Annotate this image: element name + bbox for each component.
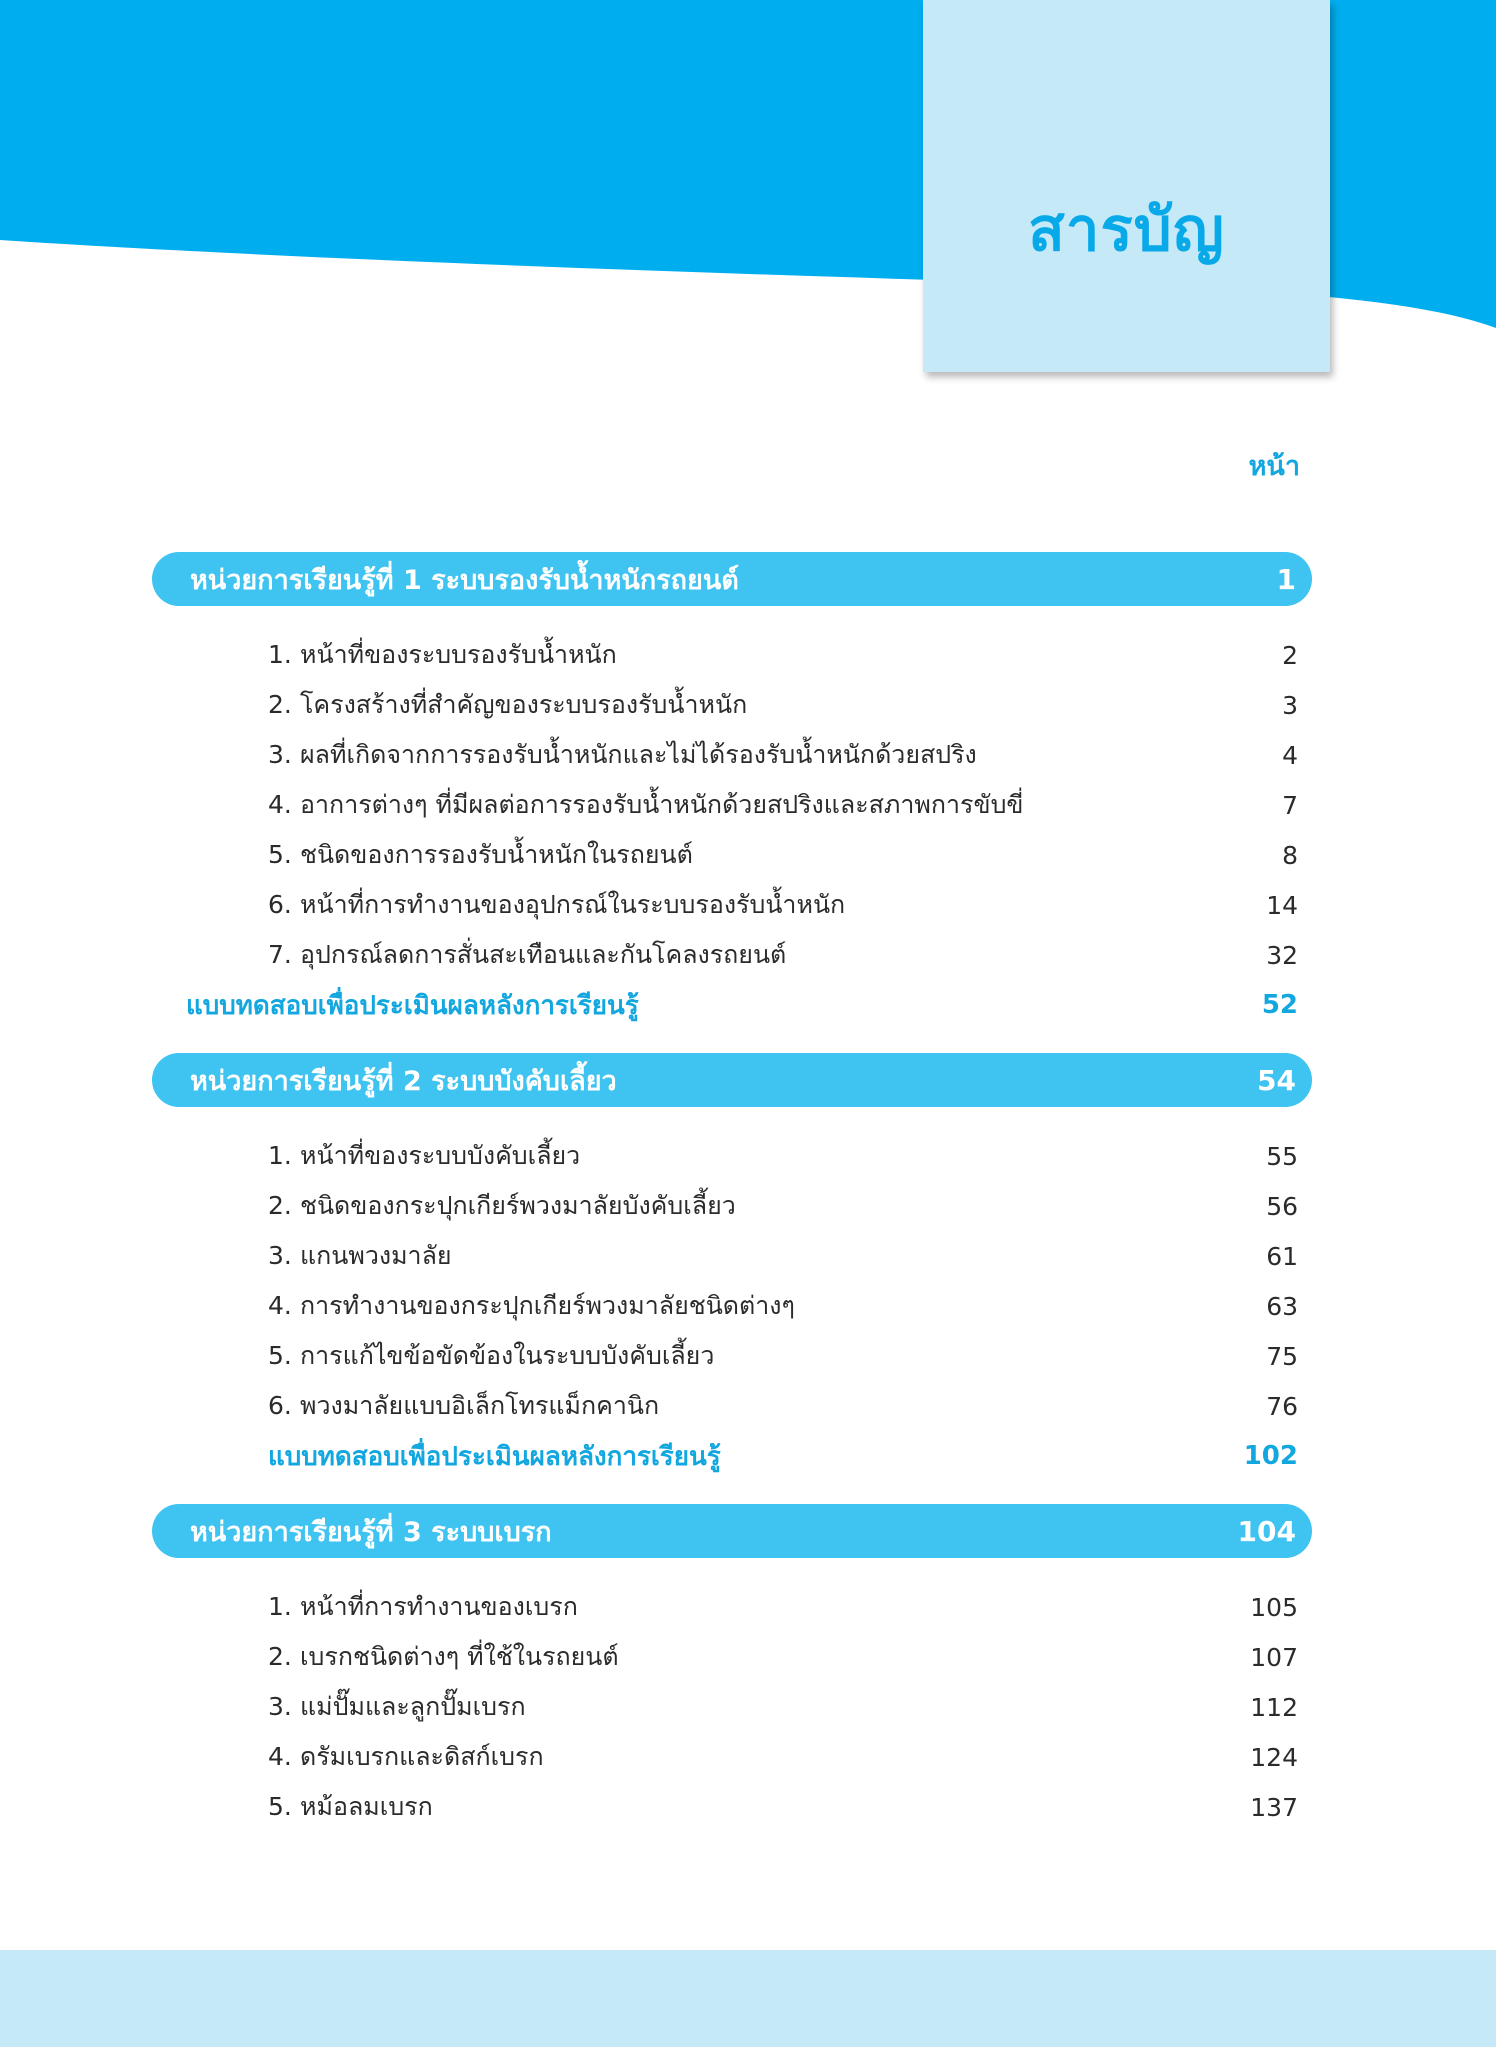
- item-number: 5.: [268, 840, 292, 869]
- toc-item[interactable]: [268, 1286, 1298, 1326]
- footer-band: [0, 1950, 1496, 2047]
- item-title: ชนิดของกระปุกเกียร์พวงมาลัยบังคับเลี้ยว: [300, 1191, 736, 1220]
- item-page-number: 7: [1282, 790, 1298, 820]
- item-title: หน้าที่การทำงานของเบรก: [300, 1592, 578, 1621]
- quiz-page-number: 52: [1261, 990, 1298, 1020]
- item-title: แกนพวงมาลัย: [300, 1241, 452, 1270]
- page-column-label: หน้า: [1248, 451, 1300, 482]
- item-page-number: 14: [1266, 890, 1298, 920]
- item-title: พวงมาลัยแบบอิเล็กโทรแม็กคานิก: [300, 1391, 660, 1420]
- toc-item[interactable]: [268, 885, 1298, 925]
- item-title: หน้าที่การทำงานของอุปกรณ์ในระบบรองรับน้ำหนัก: [300, 890, 846, 919]
- item-page-number: 32: [1266, 940, 1298, 970]
- title-box: [923, 0, 1330, 372]
- item-number: 4.: [268, 1742, 292, 1771]
- item-page-number: 137: [1250, 1792, 1298, 1822]
- item-page-number: 55: [1266, 1141, 1298, 1171]
- item-number: 5.: [268, 1792, 292, 1821]
- item-number: 7.: [268, 940, 292, 969]
- item-page-number: 124: [1250, 1742, 1298, 1772]
- toc-item[interactable]: [268, 785, 1298, 825]
- toc-item[interactable]: [268, 1186, 1298, 1226]
- item-title: อุปกรณ์ลดการสั่นสะเทือนและกันโคลงรถยนต์: [300, 940, 787, 969]
- toc-item[interactable]: [268, 1737, 1298, 1777]
- item-page-number: 3: [1282, 690, 1298, 720]
- item-page-number: 2: [1282, 640, 1298, 670]
- item-page-number: 61: [1266, 1241, 1298, 1271]
- page-title: สารบัญ: [1028, 195, 1225, 265]
- item-number: 1.: [268, 640, 292, 669]
- item-title: ดรัมเบรกและดิสก์เบรก: [300, 1742, 544, 1771]
- item-page-number: 56: [1266, 1191, 1298, 1221]
- toc-item[interactable]: [268, 1236, 1298, 1276]
- item-page-number: 112: [1250, 1692, 1298, 1722]
- item-number: 6.: [268, 890, 292, 919]
- item-number: 3.: [268, 740, 292, 769]
- unit-title: หน่วยการเรียนรู้ที่ 1 ระบบรองรับน้ำหนักรถยนต์: [190, 564, 739, 596]
- quiz-item[interactable]: [186, 985, 1298, 1025]
- item-page-number: 75: [1266, 1341, 1298, 1371]
- item-title: อาการต่างๆ ที่มีผลต่อการรองรับน้ำหนักด้วยสปริงและสภาพการขับขี่: [300, 790, 1024, 819]
- toc-item[interactable]: [268, 835, 1298, 875]
- item-page-number: 105: [1250, 1592, 1298, 1622]
- item-title: การแก้ไขข้อขัดข้องในระบบบังคับเลี้ยว: [300, 1341, 715, 1370]
- item-title: หน้าที่ของระบบรองรับน้ำหนัก: [300, 640, 617, 669]
- unit-title: หน่วยการเรียนรู้ที่ 2 ระบบบังคับเลี้ยว: [190, 1065, 617, 1097]
- item-page-number: 8: [1282, 840, 1298, 870]
- item-title: หม้อลมเบรก: [300, 1792, 433, 1821]
- item-page-number: 76: [1266, 1391, 1298, 1421]
- item-number: 2.: [268, 690, 292, 719]
- item-page-number: 63: [1266, 1291, 1298, 1321]
- item-title: เบรกชนิดต่างๆ ที่ใช้ในรถยนต์: [300, 1642, 619, 1671]
- toc-item[interactable]: [268, 1637, 1298, 1677]
- toc-item[interactable]: [268, 1587, 1298, 1627]
- toc-item[interactable]: [268, 685, 1298, 725]
- item-number: 1.: [268, 1592, 292, 1621]
- item-title: แม่ปั๊มและลูกปั๊มเบรก: [300, 1692, 526, 1721]
- quiz-title: แบบทดสอบเพื่อประเมินผลหลังการเรียนรู้: [268, 1441, 721, 1472]
- quiz-item[interactable]: [268, 1436, 1298, 1476]
- item-page-number: 4: [1282, 740, 1298, 770]
- unit-page-number: 104: [1237, 1514, 1296, 1548]
- item-title: โครงสร้างที่สำคัญของระบบรองรับน้ำหนัก: [300, 690, 748, 719]
- unit-3-header[interactable]: [152, 1504, 1312, 1558]
- item-number: 4.: [268, 790, 292, 819]
- unit-page-number: 54: [1257, 1063, 1296, 1097]
- unit-2-header[interactable]: [152, 1053, 1312, 1107]
- quiz-title: แบบทดสอบเพื่อประเมินผลหลังการเรียนรู้: [186, 990, 639, 1021]
- item-number: 2.: [268, 1191, 292, 1220]
- item-page-number: 107: [1250, 1642, 1298, 1672]
- toc-item[interactable]: [268, 1136, 1298, 1176]
- item-title: ชนิดของการรองรับน้ำหนักในรถยนต์: [300, 840, 693, 869]
- toc-item[interactable]: [268, 635, 1298, 675]
- item-number: 3.: [268, 1241, 292, 1270]
- unit-1-header[interactable]: [152, 552, 1312, 606]
- quiz-page-number: 102: [1243, 1441, 1298, 1471]
- toc-item[interactable]: [268, 1787, 1298, 1827]
- toc-item[interactable]: [268, 1336, 1298, 1376]
- unit-page-number: 1: [1276, 562, 1296, 596]
- toc-item[interactable]: [268, 1687, 1298, 1727]
- item-number: 6.: [268, 1391, 292, 1420]
- toc-item[interactable]: [268, 935, 1298, 975]
- item-number: 2.: [268, 1642, 292, 1671]
- unit-title: หน่วยการเรียนรู้ที่ 3 ระบบเบรก: [190, 1516, 552, 1548]
- toc-item[interactable]: [268, 1386, 1298, 1426]
- item-number: 5.: [268, 1341, 292, 1370]
- item-title: การทำงานของกระปุกเกียร์พวงมาลัยชนิดต่างๆ: [300, 1291, 795, 1320]
- item-number: 4.: [268, 1291, 292, 1320]
- item-title: หน้าที่ของระบบบังคับเลี้ยว: [300, 1141, 581, 1170]
- toc-item[interactable]: [268, 735, 1298, 775]
- item-number: 3.: [268, 1692, 292, 1721]
- item-title: ผลที่เกิดจากการรองรับน้ำหนักและไม่ได้รองรับน้ำหนักด้วยสปริง: [300, 740, 977, 769]
- item-number: 1.: [268, 1141, 292, 1170]
